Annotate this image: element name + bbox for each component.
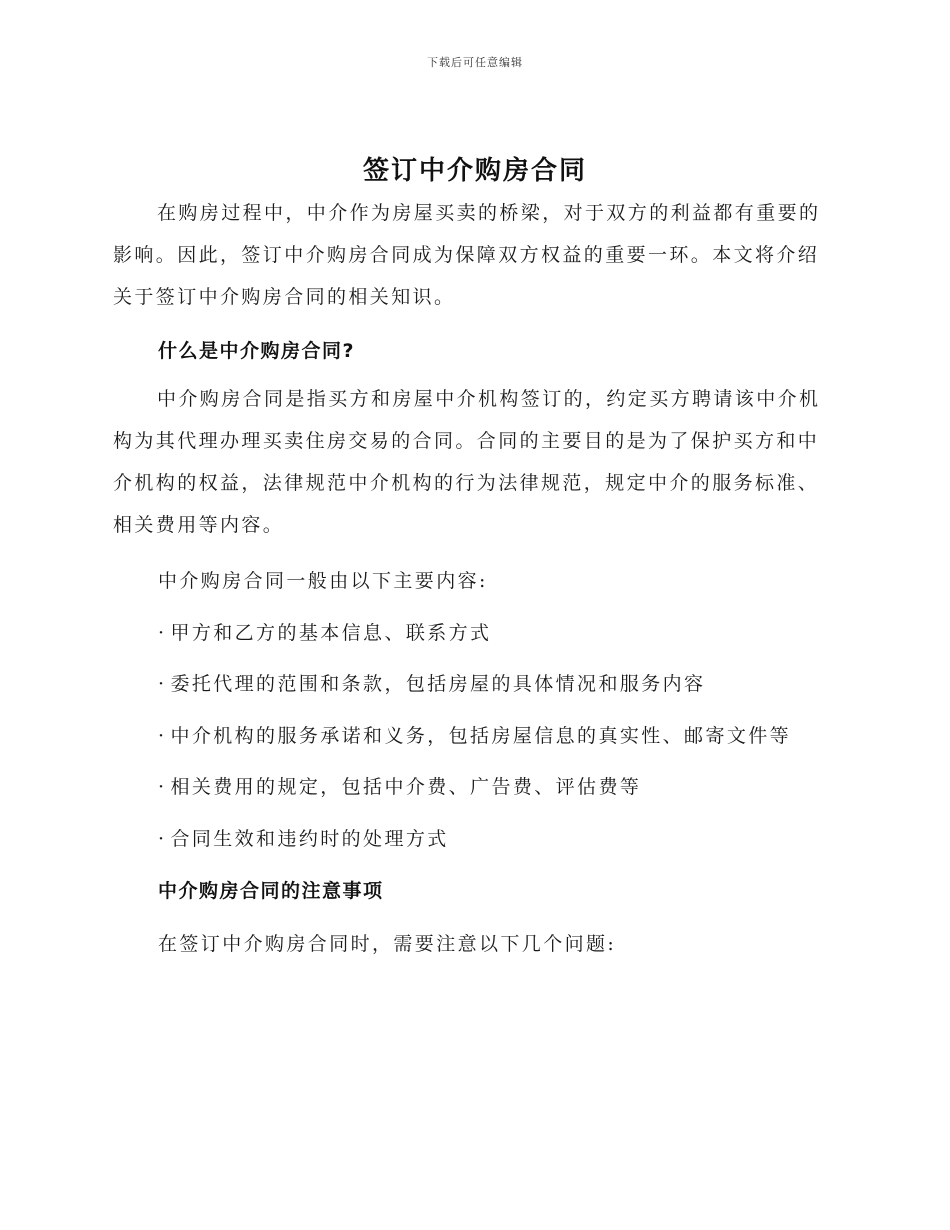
list-item <box>158 669 705 696</box>
bullet-icon: · <box>158 673 167 695</box>
header-note: 下载后可任意编辑 <box>427 56 523 69</box>
section2-heading: 中介购房合同的注意事项 <box>158 880 384 902</box>
list-item <box>158 824 449 851</box>
list-item-text: 中介机构的服务承诺和义务，包括房屋信息的真实性、邮寄文件等 <box>170 725 792 747</box>
list-item <box>158 772 641 799</box>
list-item <box>158 618 491 645</box>
list-item-text: 甲方和乙方的基本信息、联系方式 <box>170 622 492 644</box>
list-item <box>158 721 791 748</box>
section2-paragraph: 在签订中介购房合同时，需要注意以下几个问题: <box>158 933 617 955</box>
bullet-icon: · <box>158 828 167 850</box>
list-item-text: 委托代理的范围和条款，包括房屋的具体情况和服务内容 <box>170 673 706 695</box>
document-title: 签订中介购房合同 <box>362 156 587 186</box>
section1-paragraph: 中介购房合同是指买方和房屋中介机构签订的，约定买方聘请该中介机构为其代理办理买卖住房交易的合同。合同的主要目的是为了保护买方和中介机构的权益，法律规范中介机构的行为法律规范，规定中介的服务标准、相关费用等内容。 <box>113 388 821 536</box>
list-item-text: 合同生效和违约时的处理方式 <box>170 828 449 850</box>
bullet-icon: · <box>158 776 167 798</box>
intro-paragraph: 在购房过程中，中介作为房屋买卖的桥梁，对于双方的利益都有重要的影响。因此，签订中介购房合同成为保障双方权益的重要一环。本文将介绍关于签订中介购房合同的相关知识。 <box>113 202 821 308</box>
bullet-icon: · <box>158 725 167 747</box>
section1-heading: 什么是中介购房合同? <box>158 340 356 362</box>
list-item-text: 相关费用的规定，包括中介费、广告费、评估费等 <box>170 776 642 798</box>
bullet-icon: · <box>158 622 167 644</box>
list-intro: 中介购房合同一般由以下主要内容: <box>158 570 488 592</box>
